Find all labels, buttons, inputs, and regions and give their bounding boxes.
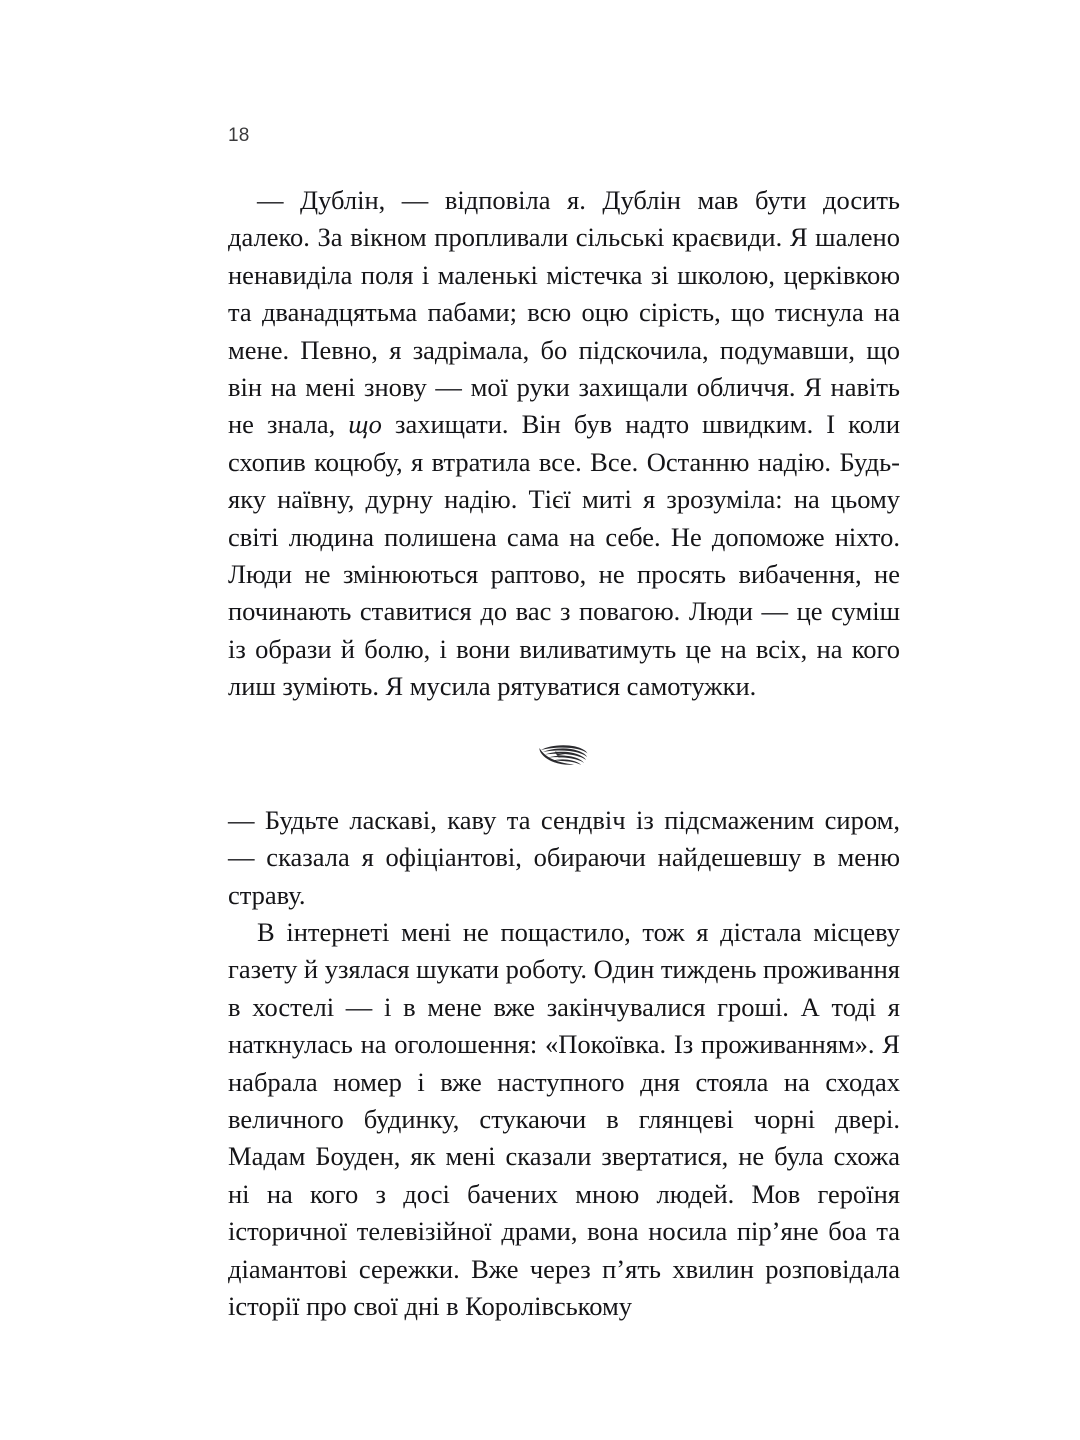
paragraph-2: — Будьте ласкаві, каву та сендвіч із підсмаженим сиром, — сказала я офіціантові, обираючи найдешевшу в меню страву. — [228, 804, 900, 910]
section-break-ornament — [228, 706, 900, 802]
paragraph-3: В інтернеті мені не пощастило, тож я дістала місцеву газету й узялася шукати роботу. Один тиждень проживання в хостелі — і в мене вже закінчувалися гроші. А тоді я наткнулась на оголошення: «Покоївка. Із проживанням». Я набрала номер і вже наступного дня стояла на сходах величного будинку, стукаючи в глянцеві чорні двері. Мадам Боуден, як мені сказали звертатися, не була схожа ні на кого з досі бачених мною людей. Мов героїня історичної телевізійної драми, вона носила пір’яне боа та діамантові сережки. Вже через п’ять хвилин розповідала історії про свої дні в Королівському — [228, 916, 900, 1321]
page-number: 18 — [228, 125, 250, 146]
body-text-column — [228, 182, 900, 1325]
paragraph-1: — Дублін, — відповіла я. Дублін мав бути досить далеко. За вікном пропливали сільські краєвиди. Я шалено ненавиділа поля і маленькі містечка зі школою, церківкою та дванадцятьма пабами; всю оцю сірість, що тиснула на мене. Певно, я задрімала, бо підскочила, подумавши, що він на мені знову — мої руки захищали обличчя. Я навіть не знала, що захищати. Він був надто швидким. І коли схопив коцюбу, я втратила все. Все. Останню надію. Будь-яку наївну, дурну надію. Тієї миті я зрозуміла: на цьому світі людина полишена сама на себе. Не допоможе ніхто. Люди не змінюються раптово, не просять вибачення, не починають ставитися до вас з повагою. Люди — це суміш із образи й болю, і вони виливатимуть це на всіх, на кого лиш зуміють. Я мусила рятуватися самотужки. — [228, 185, 901, 702]
emphasis-text: що — [348, 409, 382, 440]
leaf-flourish-icon — [538, 742, 590, 766]
